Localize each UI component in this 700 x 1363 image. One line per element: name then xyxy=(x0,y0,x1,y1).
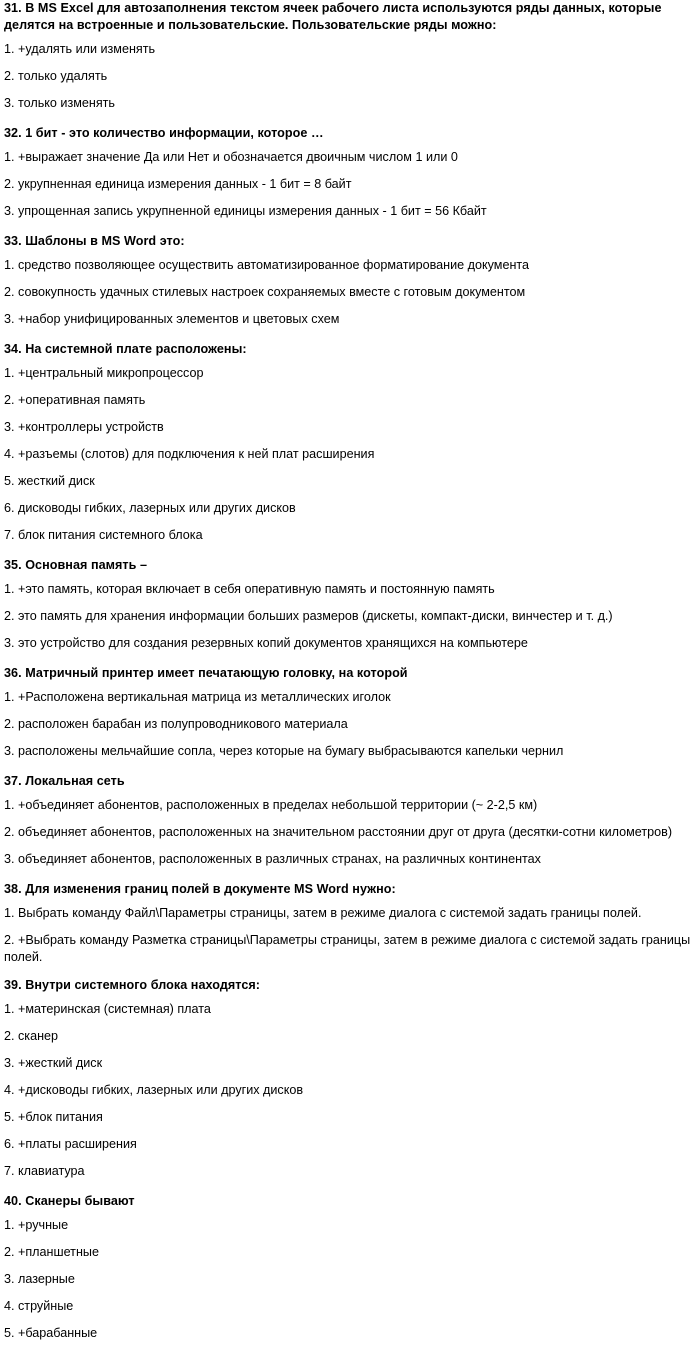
answer-option: 1. +выражает значение Да или Нет и обозначается двоичным числом 1 или 0 xyxy=(4,150,458,164)
answer-option: 1. +ручные xyxy=(4,1218,69,1232)
answer-option: 1. +это память, которая включает в себя оперативную память и постоянную память xyxy=(4,582,495,596)
answer-option: 7. клавиатура xyxy=(4,1164,85,1178)
answer-option: 3. +жесткий диск xyxy=(4,1056,103,1070)
answer-option: 3. расположены мельчайшие сопла, через которые на бумагу выбрасываются капельки чернил xyxy=(4,744,564,758)
answer-option: 4. струйные xyxy=(4,1299,74,1313)
question-title: 36. Матричный принтер имеет печатающую головку, на которой xyxy=(4,666,408,680)
answer-option: 4. +разъемы (слотов) для подключения к ней плат расширения xyxy=(4,447,375,461)
answer-option: 2. объединяет абонентов, расположенных на значительном расстоянии друг от друга (десятки-сотни километров) xyxy=(4,825,673,839)
answer-option: 1. +объединяет абонентов, расположенных в пределах небольшой территории (~ 2-2,5 км) xyxy=(4,798,538,812)
answer-option: 6. +платы расширения xyxy=(4,1137,137,1151)
question-title: 32. 1 бит - это количество информации, которое … xyxy=(4,126,324,140)
question-title: 31. В MS Excel для автозаполнения текстом ячеек рабочего листа используются ряды данных, которые делятся на встроенные и пользовательские. Пользовательские ряды можно: xyxy=(4,1,662,32)
answer-option: 3. только изменять xyxy=(4,96,115,110)
answer-option: 2. сканер xyxy=(4,1029,59,1043)
test-document xyxy=(4,0,700,1352)
question-title: 33. Шаблоны в MS Word это: xyxy=(4,234,185,248)
answer-option: 1. Выбрать команду Файл\Параметры страницы, затем в режиме диалога с системой задать границы полей. xyxy=(4,906,642,920)
question-title: 37. Локальная сеть xyxy=(4,774,125,788)
question-title: 35. Основная память – xyxy=(4,558,148,572)
answer-option: 2. +оперативная память xyxy=(4,393,146,407)
answer-option: 1. +Расположена вертикальная матрица из металлических иголок xyxy=(4,690,391,704)
answer-option: 2. расположен барабан из полупроводникового материала xyxy=(4,717,348,731)
answer-option: 2. совокупность удачных стилевых настроек сохраняемых вместе с готовым документом xyxy=(4,285,526,299)
question-title: 34. На системной плате расположены: xyxy=(4,342,247,356)
answer-option: 3. объединяет абонентов, расположенных в различных странах, на различных континентах xyxy=(4,852,541,866)
answer-option: 7. блок питания системного блока xyxy=(4,528,203,542)
answer-option: 3. +набор унифицированных элементов и цветовых схем xyxy=(4,312,340,326)
answer-option: 1. +центральный микропроцессор xyxy=(4,366,204,380)
answer-option: 1. средство позволяющее осуществить автоматизированное форматирование документа xyxy=(4,258,530,272)
answer-option: 6. дисководы гибких, лазерных или других дисков xyxy=(4,501,296,515)
answer-option: 2. только удалять xyxy=(4,69,108,83)
answer-option: 5. жесткий диск xyxy=(4,474,95,488)
question-title: 40. Сканеры бывают xyxy=(4,1194,135,1208)
answer-option: 3. упрощенная запись укрупненной единицы измерения данных - 1 бит = 56 Кбайт xyxy=(4,204,487,218)
answer-option: 5. +барабанные xyxy=(4,1326,98,1340)
answer-option: 5. +блок питания xyxy=(4,1110,103,1124)
answer-option: 1. +материнская (системная) плата xyxy=(4,1002,211,1016)
answer-option: 3. это устройство для создания резервных копий документов хранящихся на компьютере xyxy=(4,636,528,650)
answer-option: 1. +удалять или изменять xyxy=(4,42,156,56)
answer-option: 2. это память для хранения информации больших размеров (дискеты, компакт-диски, винчестер и т. д.) xyxy=(4,609,613,623)
answer-option: 2. укрупненная единица измерения данных - 1 бит = 8 байт xyxy=(4,177,352,191)
answer-option: 2. +планшетные xyxy=(4,1245,99,1259)
answer-option: 2. +Выбрать команду Разметка страницы\Параметры страницы, затем в режиме диалога с системой задать границы полей. xyxy=(4,933,691,964)
question-title: 38. Для изменения границ полей в документе MS Word нужно: xyxy=(4,882,396,896)
answer-option: 3. лазерные xyxy=(4,1272,75,1286)
question-title: 39. Внутри системного блока находятся: xyxy=(4,978,261,992)
answer-option: 4. +дисководы гибких, лазерных или других дисков xyxy=(4,1083,304,1097)
answer-option: 3. +контроллеры устройств xyxy=(4,420,164,434)
